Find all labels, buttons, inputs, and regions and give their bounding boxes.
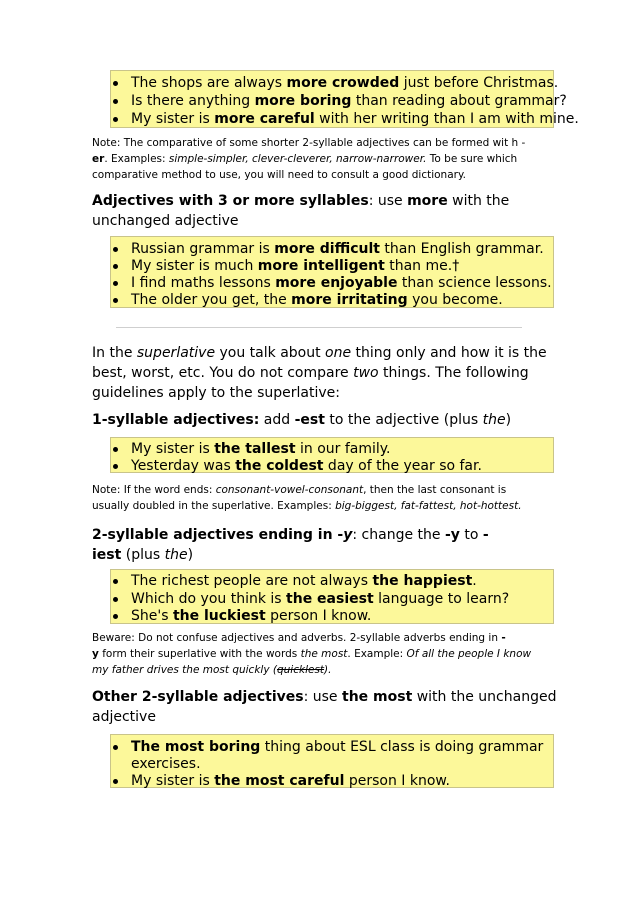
section-heading-2-syllable-y: 2-syllable adjectives ending in -y: change the -y to - iest (plus the) xyxy=(92,527,489,563)
section-heading-3-syllables: Adjectives with 3 or more syllables: use more with the unchanged adjective xyxy=(92,193,510,229)
example-sentence-continuation: exercises. xyxy=(131,756,201,772)
example-sentence: Is there anything more boring than reading about grammar? xyxy=(131,93,567,109)
example-sentence: Russian grammar is more difficult than English grammar. xyxy=(131,241,544,257)
bullet xyxy=(113,247,118,252)
example-sentence: The older you get, the more irritating you become. xyxy=(131,292,503,308)
bullet xyxy=(113,745,118,750)
example-sentence: My sister is more careful with her writing than I am with mine. xyxy=(131,111,579,127)
bullet xyxy=(113,81,118,86)
section-heading-1-syllable: 1-syllable adjectives: add -est to the adjective (plus the) xyxy=(92,412,512,428)
superlative-intro-paragraph: In the superlative you talk about one thing only and how it is the best, worst, etc. You do not compare two things. The following guidelines apply to the superlative: xyxy=(92,345,547,401)
example-sentence: My sister is the tallest in our family. xyxy=(131,441,391,457)
example-sentence: My sister is the most careful person I know. xyxy=(131,773,451,789)
bullet xyxy=(113,464,118,469)
bullet xyxy=(113,614,118,619)
example-sentence: Yesterday was the coldest day of the year so far. xyxy=(131,458,482,474)
example-sentence: I find maths lessons more enjoyable than science lessons. xyxy=(131,275,552,291)
example-sentence: The richest people are not always the happiest. xyxy=(131,573,477,589)
note-consonant-doubling: Note: If the word ends: consonant-vowel-consonant, then the last consonant is usually doubled in the superlative. Examples: big-biggest, fat-fattest, hot-hottest. xyxy=(92,484,522,512)
bullet xyxy=(113,579,118,584)
bullet xyxy=(113,298,118,303)
example-sentence: The shops are always more crowded just before Christmas. xyxy=(131,75,559,91)
example-sentence: She's the luckiest person I know. xyxy=(131,608,372,624)
bullet xyxy=(113,117,118,122)
note-comparative: Note: The comparative of some shorter 2-syllable adjectives can be formed wit h - er. Examples: simple-simpler, clever-cleverer, narrow-narrower. To be sure which comparative method to use, you will need to consult a good dictionary. xyxy=(92,137,526,181)
horizontal-divider xyxy=(116,327,522,328)
bullet xyxy=(113,264,118,269)
bullet xyxy=(113,99,118,104)
section-heading-other-2-syllable: Other 2-syllable adjectives: use the most with the unchanged adjective xyxy=(92,689,557,725)
bullet xyxy=(113,597,118,602)
note-adjectives-vs-adverbs: Beware: Do not confuse adjectives and adverbs. 2-syllable adverbs ending in - y form their superlative with the words the most. Example: Of all the people I know my father drives the most quickly (quicklest). xyxy=(92,632,532,676)
bullet xyxy=(113,447,118,452)
bullet xyxy=(113,281,118,286)
example-sentence: The most boring thing about ESL class is doing grammar xyxy=(131,739,544,755)
bullet xyxy=(113,779,118,784)
example-sentence: My sister is much more intelligent than me.† xyxy=(131,258,460,274)
example-sentence: Which do you think is the easiest language to learn? xyxy=(131,591,510,607)
